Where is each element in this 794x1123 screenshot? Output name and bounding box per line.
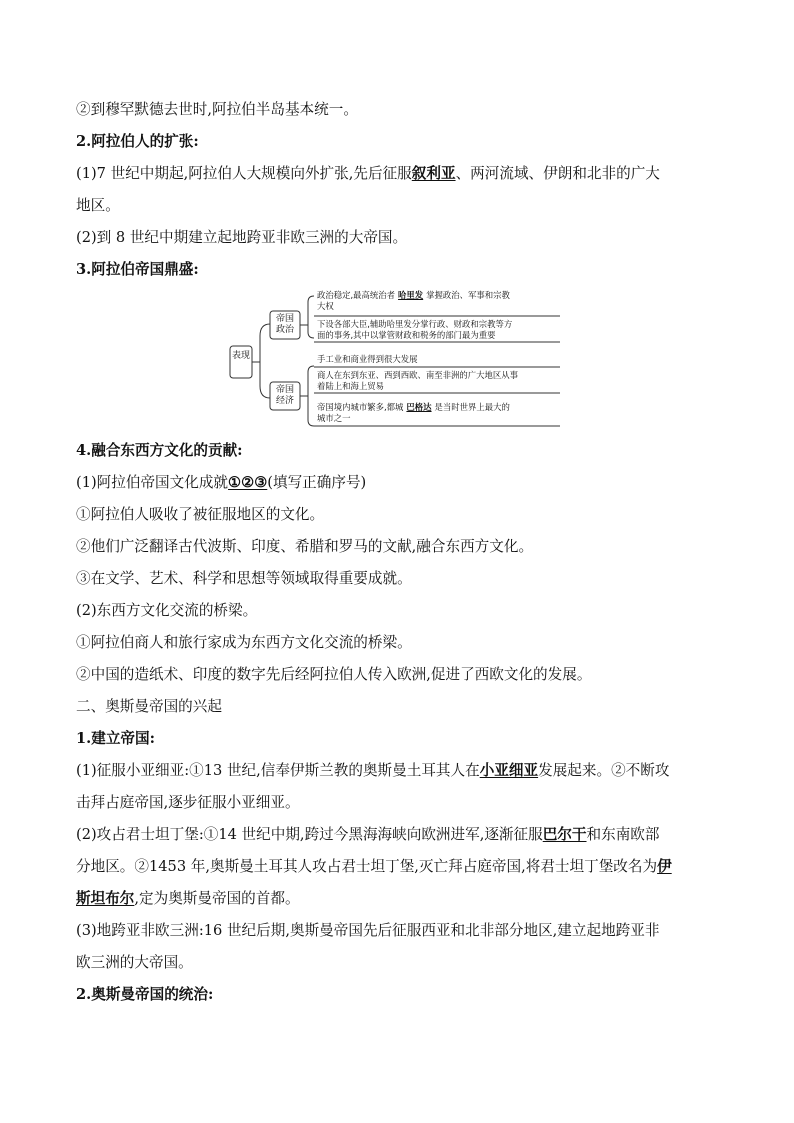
- diagram-politics-item: 政治稳定,最高统治者 哈里发 掌握政治、军事和宗教: [317, 290, 510, 300]
- paragraph: 欧三洲的大帝国。: [76, 954, 193, 971]
- diagram-politics-item-cont: 大权: [317, 301, 334, 311]
- section-title: 二、奥斯曼帝国的兴起: [76, 698, 222, 715]
- diagram-economy-item: 手工业和商业得到很大发展: [317, 354, 418, 364]
- heading-cultural-contribution: 4.融合东西方文化的贡献:: [76, 442, 243, 459]
- paragraph: (3)地跨亚非欧三洲:16 世纪后期,奥斯曼帝国先后征服西亚和北非部分地区,建立起地跨亚非: [76, 922, 660, 939]
- heading-arab-expansion: 2.阿拉伯人的扩张:: [76, 133, 199, 150]
- paragraph: 地区。: [76, 197, 120, 214]
- diagram-politics-item-cont: 面的事务,其中以掌管财政和税务的部门最为重要: [317, 330, 496, 340]
- heading-build-empire: 1.建立帝国:: [76, 730, 155, 747]
- answer-blank: 伊: [657, 858, 672, 875]
- paragraph: ②他们广泛翻译古代波斯、印度、希腊和罗马的文献,融合东西方文化。: [76, 538, 534, 555]
- paragraph: 分地区。②1453 年,奥斯曼土耳其人攻占君士坦丁堡,灭亡拜占庭帝国,将君士坦丁堡改名为伊: [76, 858, 672, 875]
- paragraph: (2)东西方文化交流的桥梁。: [76, 602, 258, 619]
- paragraph: ①阿拉伯商人和旅行家成为东西方文化交流的桥梁。: [76, 634, 412, 651]
- answer-blank: 小亚细亚: [479, 762, 539, 779]
- paragraph: ②中国的造纸术、印度的数字先后经阿拉伯人传入欧洲,促进了西欧文化的发展。: [76, 666, 592, 683]
- heading-arab-empire-peak: 3.阿拉伯帝国鼎盛:: [76, 261, 199, 278]
- diagram-root-label: 表现: [232, 351, 251, 361]
- diagram-economy-item: 商人在东到东亚、西到西欧、南至非洲的广大地区从事: [317, 370, 518, 380]
- diagram-economy-item-cont: 着陆上和海上贸易: [317, 381, 384, 391]
- answer-blank: 叙利亚: [411, 165, 456, 182]
- paragraph: (1)阿拉伯帝国文化成就①②③(填写正确序号): [76, 474, 367, 491]
- answer-blank: 斯坦布尔: [76, 890, 135, 907]
- paragraph: 击拜占庭帝国,逐步征服小亚细亚。: [76, 794, 300, 811]
- heading-ottoman-rule: 2.奥斯曼帝国的统治:: [76, 986, 214, 1003]
- diagram-economy-item-cont: 城市之一: [317, 413, 351, 423]
- paragraph: (1)征服小亚细亚:①13 世纪,信奉伊斯兰教的奥斯曼土耳其人在小亚细亚发展起来。②不断攻: [76, 762, 670, 779]
- answer-blank: 巴格达: [406, 402, 432, 412]
- paragraph: ②到穆罕默德去世时,阿拉伯半岛基本统一。: [76, 101, 358, 118]
- paragraph: (2)攻占君士坦丁堡:①14 世纪中期,跨过今黑海海峡向欧洲进军,逐渐征服巴尔干和东南欧部: [76, 826, 660, 843]
- diagram-economy-label: 帝国经济: [275, 385, 294, 406]
- paragraph: (1)7 世纪中期起,阿拉伯人大规模向外扩张,先后征服叙利亚、两河流域、伊朗和北非的广大: [76, 165, 660, 182]
- diagram-politics-item: 下设各部大臣,辅助哈里发分掌行政、财政和宗教等方: [317, 319, 513, 329]
- answer-blank: 巴尔干: [542, 826, 587, 843]
- answer-blank: ①②③: [228, 474, 268, 491]
- paragraph: (2)到 8 世纪中期建立起地跨亚非欧三洲的大帝国。: [76, 229, 408, 246]
- diagram-economy-item: 帝国境内城市繁多,都城 巴格达 是当时世界上最大的: [317, 402, 510, 412]
- diagram-politics-label: 帝国政治: [275, 314, 294, 335]
- paragraph: 斯坦布尔,定为奥斯曼帝国的首都。: [76, 890, 300, 907]
- paragraph: ①阿拉伯人吸收了被征服地区的文化。: [76, 506, 325, 523]
- paragraph: ③在文学、艺术、科学和思想等领域取得重要成就。: [76, 570, 412, 587]
- empire-peak-diagram: [228, 286, 564, 430]
- answer-blank: 哈里发: [398, 290, 424, 300]
